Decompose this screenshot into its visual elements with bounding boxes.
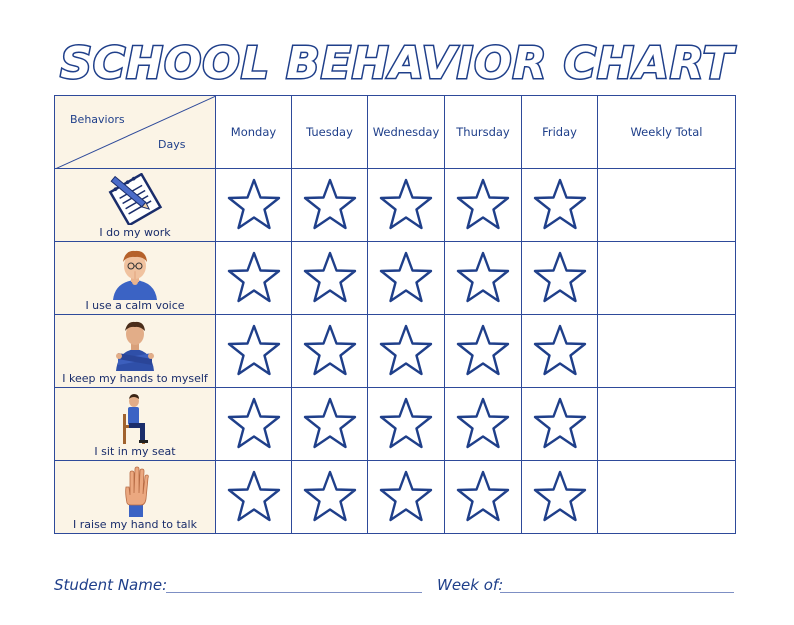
- star-icon[interactable]: [532, 469, 588, 525]
- star-icon[interactable]: [455, 396, 511, 452]
- star-icon[interactable]: [302, 177, 358, 233]
- star-cell[interactable]: [368, 461, 445, 534]
- behavior-chart-table: [54, 95, 736, 534]
- behavior-label: I do my work: [99, 226, 171, 239]
- behavior-cell: [55, 461, 216, 534]
- star-icon[interactable]: [226, 250, 282, 306]
- student-name-label: Student Name:: [54, 576, 168, 594]
- star-icon[interactable]: [226, 396, 282, 452]
- raised-hand-icon: [115, 465, 155, 517]
- star-cell[interactable]: [368, 169, 445, 242]
- star-icon[interactable]: [532, 250, 588, 306]
- star-cell[interactable]: [522, 388, 598, 461]
- star-icon[interactable]: [455, 177, 511, 233]
- star-cell[interactable]: [216, 315, 292, 388]
- page-title: [0, 30, 794, 88]
- header-row: [55, 96, 736, 169]
- star-icon[interactable]: [455, 250, 511, 306]
- day-header-tuesday: Tuesday: [292, 96, 368, 169]
- student-name-line[interactable]: [166, 592, 422, 593]
- star-cell[interactable]: [368, 388, 445, 461]
- weekly-total-cell[interactable]: [598, 169, 736, 242]
- notepad-pencil-icon: [100, 173, 170, 225]
- behavior-row: [55, 169, 736, 242]
- weekly-total-header: Weekly Total: [598, 96, 736, 169]
- behavior-label: I use a calm voice: [85, 299, 185, 312]
- behavior-label: I raise my hand to talk: [73, 518, 197, 531]
- star-icon[interactable]: [378, 323, 434, 379]
- week-of-line[interactable]: [500, 592, 734, 593]
- days-header-label: Days: [158, 138, 186, 151]
- star-cell[interactable]: [368, 315, 445, 388]
- star-cell[interactable]: [292, 315, 368, 388]
- star-cell[interactable]: [216, 169, 292, 242]
- star-cell[interactable]: [522, 242, 598, 315]
- star-icon[interactable]: [378, 469, 434, 525]
- star-cell[interactable]: [445, 388, 522, 461]
- behavior-row: [55, 461, 736, 534]
- weekly-total-cell[interactable]: [598, 388, 736, 461]
- title-text: SCHOOL BEHAVIOR CHART: [60, 38, 734, 88]
- behavior-cell: [55, 242, 216, 315]
- star-icon[interactable]: [302, 323, 358, 379]
- behaviors-header-label: Behaviors: [70, 113, 125, 126]
- star-icon[interactable]: [302, 469, 358, 525]
- behavior-row: [55, 242, 736, 315]
- star-cell[interactable]: [292, 388, 368, 461]
- behavior-cell: [55, 169, 216, 242]
- star-cell[interactable]: [216, 242, 292, 315]
- star-icon[interactable]: [226, 323, 282, 379]
- star-cell[interactable]: [445, 461, 522, 534]
- star-icon[interactable]: [226, 177, 282, 233]
- weekly-total-cell[interactable]: [598, 461, 736, 534]
- seated-boy-icon: [115, 392, 155, 446]
- star-icon[interactable]: [378, 396, 434, 452]
- calm-boy-icon: [105, 246, 165, 300]
- behavior-label: I sit in my seat: [94, 445, 176, 458]
- behavior-row: [55, 388, 736, 461]
- star-cell[interactable]: [522, 169, 598, 242]
- star-cell[interactable]: [445, 242, 522, 315]
- star-cell[interactable]: [216, 388, 292, 461]
- day-header-friday: Friday: [522, 96, 598, 169]
- day-header-monday: Monday: [216, 96, 292, 169]
- star-icon[interactable]: [302, 250, 358, 306]
- star-icon[interactable]: [532, 177, 588, 233]
- star-cell[interactable]: [216, 461, 292, 534]
- star-cell[interactable]: [292, 169, 368, 242]
- day-header-wednesday: Wednesday: [368, 96, 445, 169]
- star-cell[interactable]: [522, 315, 598, 388]
- behavior-cell: [55, 388, 216, 461]
- star-icon[interactable]: [226, 469, 282, 525]
- star-cell[interactable]: [522, 461, 598, 534]
- day-header-thursday: Thursday: [445, 96, 522, 169]
- behavior-label: I keep my hands to myself: [62, 372, 208, 385]
- star-icon[interactable]: [378, 177, 434, 233]
- behavior-cell: [55, 315, 216, 388]
- star-icon[interactable]: [455, 323, 511, 379]
- star-cell[interactable]: [292, 461, 368, 534]
- star-cell[interactable]: [445, 315, 522, 388]
- star-cell[interactable]: [292, 242, 368, 315]
- weekly-total-cell[interactable]: [598, 315, 736, 388]
- star-icon[interactable]: [532, 323, 588, 379]
- crossed-arms-boy-icon: [110, 319, 160, 371]
- corner-header-cell: [55, 96, 216, 169]
- star-icon[interactable]: [455, 469, 511, 525]
- star-cell[interactable]: [368, 242, 445, 315]
- week-of-label: Week of:: [437, 576, 504, 594]
- star-icon[interactable]: [378, 250, 434, 306]
- behavior-row: [55, 315, 736, 388]
- star-cell[interactable]: [445, 169, 522, 242]
- star-icon[interactable]: [302, 396, 358, 452]
- star-icon[interactable]: [532, 396, 588, 452]
- weekly-total-cell[interactable]: [598, 242, 736, 315]
